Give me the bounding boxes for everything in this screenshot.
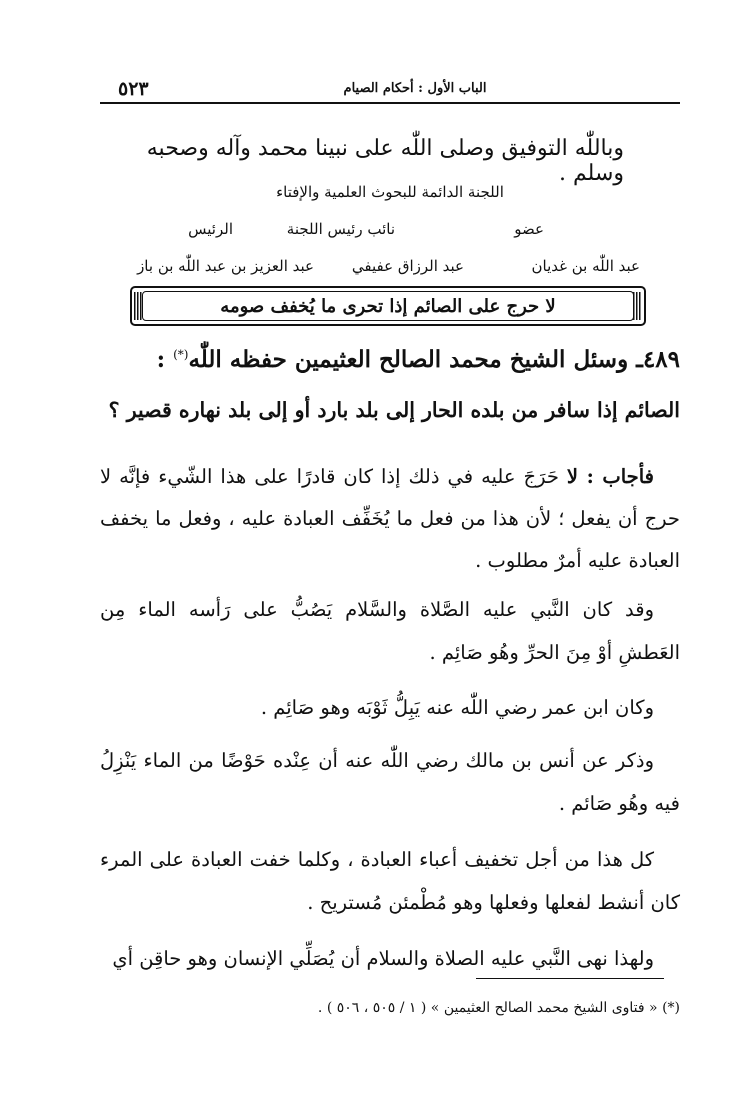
name-deputy: عبد الرزاق عفيفي [351,257,464,275]
page-header [100,76,680,104]
running-title: الباب الأول : أحكام الصيام [343,81,487,96]
paragraph-5-text: ولهذا نهى النَّبي عليه الصلاة والسلام أن يُصَلِّي الإنسان وهو حاقِن أي [112,947,654,970]
answer-lead: فأجاب : لا [566,465,654,488]
banner-ornament-right [633,292,642,320]
paragraph-4 [100,838,680,924]
title-chairman: الرئيس [188,220,233,238]
title-member: عضو [514,220,544,238]
banner-title: لا حرج على الصائم إذا تحرى ما يُخفف صومه [142,291,634,321]
question-header-colon: : [156,346,174,373]
paragraph-4-text: كل هذا من أجل تخفيف أعباء العبادة ، وكلما خفت العبادة على المرء كان أنشط لفعلها وفعلها وهو مُطْمئن مُستريح . [100,848,680,914]
name-chairman: عبد العزيز بن عبد اللّٰه بن باز [137,257,314,275]
paragraph-2-text: وكان ابن عمر رضي اللّٰه عنه يَبِلُّ ثَوْبَه وهو صَائِم . [260,696,654,719]
footnote: (*) « فتاوى الشيخ محمد الصالح العثيمين » ( ١ / ٥٠٥ ، ٥٠٦ ) . [317,1000,680,1016]
paragraph-3-text: وذكر عن أنس بن مالك رضي اللّٰه عنه أن عِنْده حَوْضًا من الماء يَنْزِلُ فيه وهُو صَائم . [100,749,680,815]
paragraph-1 [100,588,680,674]
paragraph-1-text: وقد كان النَّبي عليه الصَّلاة والسَّلام يَصُبُّ على رَأسه الماء مِن العَطشِ أوْ مِنَ الحرِّ وهُو صَائِم . [100,598,680,664]
answer-text: حَرَجَ عليه في ذلك إذا كان قادرًا على هذا الشّيء فإنَّه لا حرج أن يفعل ؛ لأن هذا من فعل ما يُخَفِّف العبادة عليه ، وفعل ما يخفف العبادة عليه أمرٌ مطلوب . [100,465,680,572]
question-header [100,346,680,373]
paragraph-2 [100,686,680,729]
title-deputy: نائب رئيس اللجنة [286,220,395,238]
paragraph-3 [100,739,680,825]
closing-line: وباللّٰه التوفيق وصلى اللّٰه على نبينا محمد وآله وصحبه وسلم . [146,136,624,186]
page-number: ٥٢٣ [118,78,149,100]
answer-paragraph [100,456,680,582]
footnote-divider [476,978,664,979]
section-banner [130,286,646,326]
name-member: عبد اللّٰه بن غديان [531,257,640,275]
footnote-marker: (*) [173,347,189,362]
question-header-text: ٤٨٩ـ وسئل الشيخ محمد الصالح العثيمين حفظه اللّٰه [188,346,680,373]
question-text: الصائم إذا سافر من بلده الحار إلى بلد بارد أو إلى بلد نهاره قصير ؟ [108,398,680,422]
committee-name: اللجنة الدائمة للبحوث العلمية والإفتاء [276,183,504,201]
paragraph-5 [100,937,680,980]
